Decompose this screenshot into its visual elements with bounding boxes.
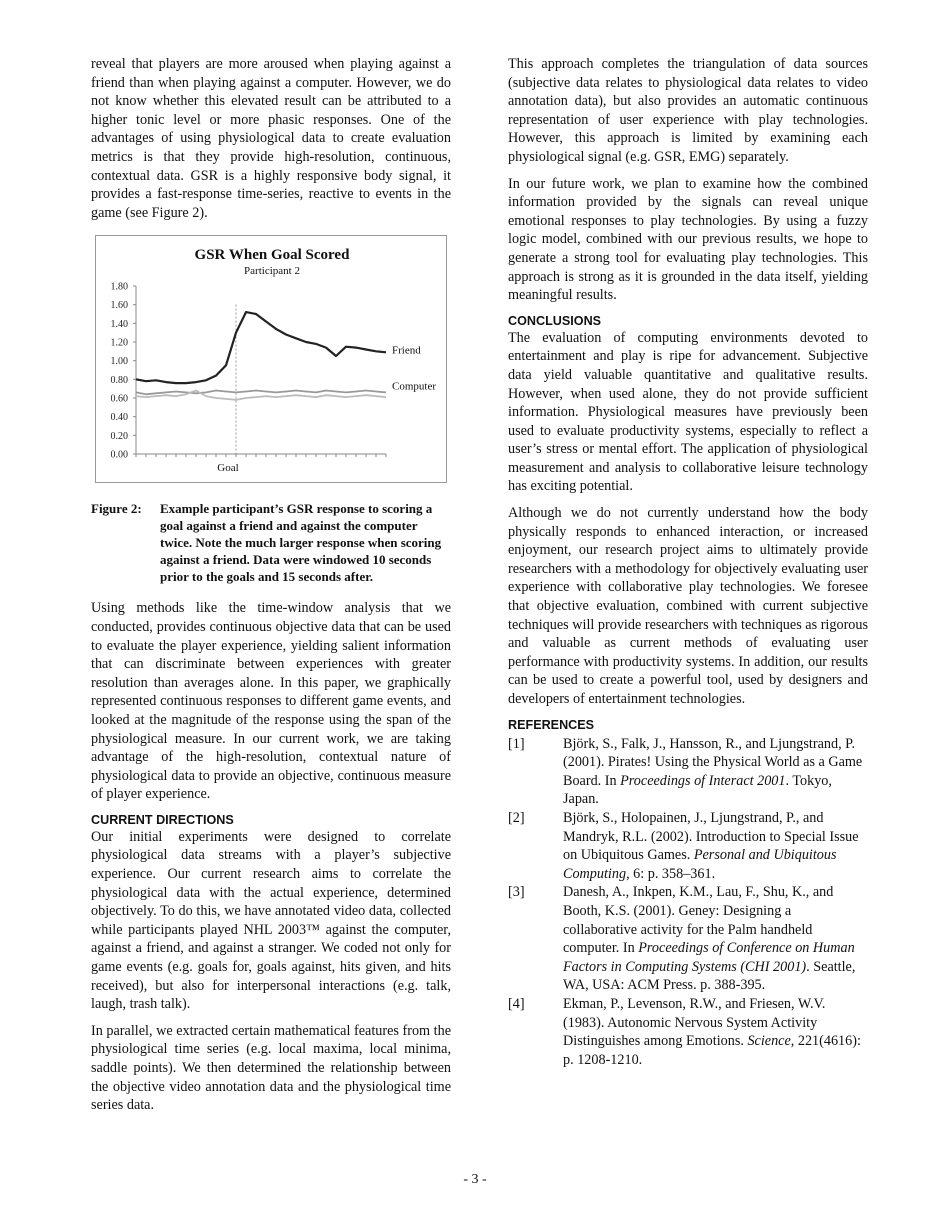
- y-tick-label: 1.80: [110, 281, 128, 293]
- y-tick-label: 0.20: [110, 431, 128, 443]
- paragraph-left-2: Using methods like the time-window analysis that we conducted, provides continuous objective data that can be used to evaluate the player experience, yielding salient information that can discriminate between experiences with greater resolution than averages alone. In this paper, we graphically represented continuous responses to different game events, and looked at the magnitude of the response using the span of the physiological measure. In our current work, we are taking advantage of the high-resolution, contextual nature of physiological data to provide an objective, continuous measure of player experience.: [91, 600, 451, 803]
- y-tick-label: 0.00: [110, 449, 128, 461]
- chart-subtitle: Participant 2: [244, 265, 300, 278]
- right-column: [508, 55, 868, 1069]
- reference-text: [563, 995, 868, 1069]
- goal-annotation-label: Goal: [217, 462, 239, 475]
- series-label-friend: Friend: [392, 344, 421, 357]
- heading-current-directions: CURRENT DIRECTIONS: [91, 812, 234, 827]
- paragraph-right-4: Although we do not currently understand how the body physically responds to enhanced interaction, or increased enjoyment, our research project aims to ultimately provide researchers with a methodology for objectively evaluating user experience with collaborative play technologies. We foresee that objective evaluation, combined with current subjective techniques will provide researchers with techniques as rigorous and valuable as current methods of evaluating user performance with productivity systems. In addition, our results can be used to create a powerful tool, used by designers and developers of entertainment technologies.: [508, 505, 868, 707]
- reference-number: [4]: [508, 995, 525, 1012]
- reference-number: [3]: [508, 884, 525, 901]
- heading-references: REFERENCES: [508, 717, 595, 732]
- reference-venue: Personal and Ubiquitous Computing: [563, 847, 837, 882]
- reference-text: [563, 883, 868, 995]
- reference-authors-title: Danesh, A., Inkpen, K.M., Lau, F., Shu, K., and Booth, K.S. (2001). Geney: Designing a collaborative activity for the Palm handheld computer. In: [563, 884, 834, 957]
- reference-venue: Science: [747, 1033, 791, 1050]
- paragraph-right-2: In our future work, we plan to examine how the combined information provided by the signals can reveal unique emotional responses to play technologies. By using a fuzzy logic model, combined with our previous results, we hope to generate a strong tool for evaluating play technologies. This approach is strong as it is grounded in the data itself, yielding meaningful results.: [508, 175, 868, 304]
- reference-number: [1]: [508, 735, 525, 752]
- reference-list: [508, 735, 868, 1070]
- paragraph-right-3: The evaluation of computing environments devoted to entertainment and play is ripe for advancement. Subjective data yield valuable quantitative and qualitative results. However, when used alone, they do not provide sufficient information. Physiological measures have previously been used to evaluate productivity systems, especially to reflect a user’s stress or mental effort. The application of physiological measurement and analysis to collaborative leisure technology has exciting potential.: [508, 329, 868, 495]
- reference-item: [508, 883, 868, 995]
- reference-authors-title: Björk, S., Falk, J., Hansson, R., and Ljungstrand, P. (2001). Pirates! Using the Physical World as a Game Board. In: [563, 735, 863, 789]
- paragraph-right-1: This approach completes the triangulation of data sources (subjective data relates to physiological data relates to video annotation data), but also provides an automatic continuous representation of user experience with play technologies. However, this approach is limited by examining each physiological signal (e.g. GSR, EMG) separately.: [508, 56, 868, 165]
- chart-title: GSR When Goal Scored: [194, 247, 350, 264]
- reference-venue: Proceedings of Conference on Human Factors in Computing Systems (CHI 2001): [563, 940, 855, 975]
- reference-item: [508, 809, 868, 883]
- reference-details: , 221(4616): p. 1208-1210.: [563, 1033, 861, 1068]
- paragraph-left-1: reveal that players are more aroused when playing against a friend than when playing against a computer. However, we do not know whether this elevated result can be attributed to a higher tonic level or more phasic responses. One of the advantages of using physiological data to create evaluation metrics is that they provide high-resolution, continuous, contextual data. GSR is a highly responsive body signal, it provides a fast-response time-series, reactive to events in the game (see Figure 2).: [91, 56, 451, 221]
- reference-text: [563, 735, 868, 809]
- heading-conclusions: CONCLUSIONS: [508, 313, 602, 328]
- series-line-friend: [136, 312, 386, 383]
- reference-authors-title: Björk, S., Holopainen, J., Ljungstrand, P., and Mandryk, R.L. (2002). Introduction to Special Issue on Ubiquitous Games.: [563, 809, 859, 864]
- series-line-computer: [136, 391, 386, 395]
- y-tick-label: 1.40: [110, 319, 128, 331]
- reference-details: . Seattle, WA, USA: ACM Press. p. 388-395.: [563, 958, 856, 994]
- y-tick-label: 0.80: [110, 375, 128, 387]
- reference-item: [508, 735, 868, 809]
- page-number: - 3 -: [463, 1172, 487, 1187]
- reference-venue: Proceedings of Interact 2001: [620, 772, 786, 789]
- y-tick-label: 1.20: [110, 337, 128, 349]
- reference-item: [508, 995, 868, 1069]
- gsr-chart-svg: [96, 236, 448, 484]
- figure-label: Figure 2:: [91, 501, 142, 517]
- reference-authors-title: Ekman, P., Levenson, R.W., and Friesen, W.V. (1983). Autonomic Nervous System Activity Distinguishes among Emotions.: [563, 995, 826, 1050]
- figure-caption: [91, 500, 451, 585]
- left-column: [91, 55, 451, 1115]
- y-tick-label: 0.60: [110, 393, 128, 405]
- figure-2-chart: [95, 235, 447, 483]
- reference-text: [563, 809, 868, 883]
- paragraph-left-3: Our initial experiments were designed to correlate physiological data streams with a player’s subjective experience. Our current research aims to correlate the physiological data with the actual experience, determined objectively. To do this, we have annotated video data, collected while participants played NHL 2003™ against the computer, against a friend, and against a stranger. We coded not only for game events (e.g. goals for, goals against, hits given, and hits received), but also for interpersonal interactions (e.g. talk, laugh, trash talk).: [91, 828, 451, 1013]
- y-tick-label: 1.00: [110, 356, 128, 368]
- reference-details: , 6: p. 358–361.: [626, 865, 716, 882]
- y-tick-label: 1.60: [110, 300, 128, 312]
- figure-caption-text: Example participant’s GSR response to scoring a goal against a friend and against the computer twice. Note the much larger response when scoring against a friend. Data were windowed 10 seconds prior to the goals and 15 seconds after.: [160, 501, 442, 585]
- reference-details: . Tokyo, Japan.: [563, 772, 832, 808]
- series-label-computer: Computer: [392, 380, 436, 393]
- y-tick-label: 0.40: [110, 412, 128, 424]
- paragraph-left-4: In parallel, we extracted certain mathematical features from the physiological time series (e.g. local maxima, local minima, saddle points). We then determined the relationship between the objective video annotation data and the physiological time series data.: [91, 1022, 451, 1114]
- reference-number: [2]: [508, 809, 525, 826]
